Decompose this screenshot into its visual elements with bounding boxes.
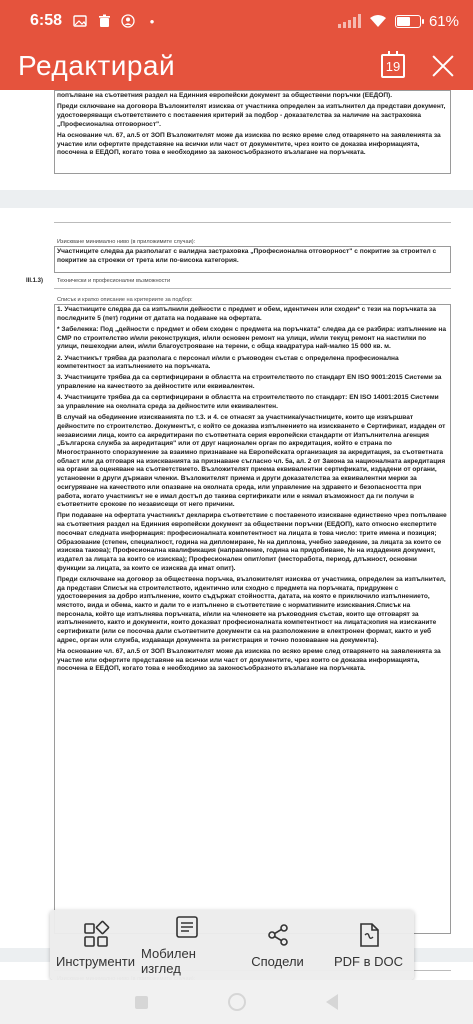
- share-label: Сподели: [251, 953, 304, 969]
- mobile-view-label: Мобилен изглед: [141, 946, 196, 976]
- document-page: [0, 208, 473, 948]
- tools-label: Инструменти: [56, 953, 135, 969]
- document-viewer[interactable]: [0, 90, 473, 980]
- pdf-to-doc-button[interactable]: [323, 910, 414, 980]
- status-bar: [0, 0, 473, 42]
- tools-button[interactable]: [50, 910, 141, 980]
- criteria-content: [57, 306, 447, 677]
- status-time: 6:58: [30, 12, 63, 29]
- paragraph: 4. Участниците трябва да са сертифицирани в областта на строителството по стандарт: EN ISO 14001:2015 Системи за управление на околната среда за дейностите или еквивалентен.: [57, 394, 439, 411]
- battery-icon: [395, 15, 421, 28]
- pdf-to-doc-label: PDF в DOC: [333, 953, 404, 969]
- share-icon: [265, 922, 291, 948]
- app-title: Редактирай: [18, 50, 176, 81]
- gallery-icon: [72, 13, 88, 29]
- app-bar: [0, 42, 473, 90]
- paragraph: На основание чл. 67, ал.5 от ЗОП Възложителят може да изисква по всяко време след отварянето на заявленията за участие или офертите представяне на всички или част от документите, чрез които се доказва информацията, посочена в ЕЕДОП, когато това е необходимо за законосъобразното възлагане на поръчката.: [57, 648, 441, 673]
- recent-apps-icon[interactable]: [135, 996, 148, 1009]
- paragraph: При подаване на офертата участникът декларира съответствие с поставеното изискване единствено чрез попълване на съответния раздел на Единния европейски документ за обществени поръчки (ЕЕДОП), като относно експертите посочват следната информация: професионалната компетентност на лицата в това число: трите имена и позиция; Образование (степен, специалност, година на дипломиране, № на диплома, учебно заведение, за лицата за които се изисква такова); Професионална квалификация (направление, година на придобиване, № на издадения документ, издател за лицата за които се изисква); Професионален опит/опит (месторабота, период, длъжност, основни функции за лицата, за които се изисква да имат опит).: [57, 512, 447, 572]
- paragraph: 2. Участникът трябва да разполага с персонал и/или с ръководен състав с определена професионална компетентност за изпълнението на поръчката.: [57, 354, 399, 371]
- paragraph: 1. Участниците следва да са изпълнили дейности с предмет и обем, идентичен или сходен* с тези на поръчката за последните 5 (пет) години от датата на подаване на офертата.: [57, 306, 436, 322]
- tools-grid-icon: [83, 922, 109, 948]
- section-title: Технически и професионални възможности: [57, 278, 171, 284]
- page-count: 19: [385, 58, 401, 74]
- bottom-toolbar: [50, 910, 414, 980]
- document-icon: [356, 922, 382, 948]
- trash-icon: [96, 13, 112, 29]
- share-button[interactable]: [232, 910, 323, 980]
- insurance-text: Участниците следва да разполагат с валидна застраховка „Професионална отговорност" с покритие за строител с покритие за строежи от трета или по-висока категория.: [57, 248, 437, 264]
- paragraph: попълване на съответния раздел на Единния европейски документ за обществени поръчки (ЕЕДОП).: [57, 92, 393, 99]
- min-level-block: [57, 239, 447, 245]
- document-page: [0, 90, 473, 190]
- paragraph: Преди сключване на договор за обществена поръчка, възложителят изисква от участника, определен за изпълнител, да представи Списък на строителството, идентично или сходно с предмета на поръчката, придружен с удостоверения за добро изпълнение, които съдържат стойността, датата, на която е приключило изпълнението, мястото, вида и обема, както и дали то е изпълнено в съответствие с нормативните изисквания.Списък на персонала, който ще изпълнява поръчката, и/или на членовете на ръководния състав, които ще отговарят за изпълнението, както и документи, които доказват професионалната компетентност на лицата;копия на изисканите сертификати (или се посочва дали съответните документи са на разположение в електронен формат, както и уеб адрес, орган или служба, издаващи документа за регистрация и точно позоваване на документа).: [57, 575, 446, 644]
- section-number: III.1.3): [26, 278, 44, 284]
- dot-icon: •: [149, 13, 155, 29]
- page-count-button[interactable]: [381, 54, 405, 78]
- battery-percent: 61%: [428, 12, 459, 30]
- home-icon[interactable]: [228, 993, 246, 1011]
- wifi-icon: [369, 14, 387, 28]
- paragraph: В случай на обединение изискванията по т.3. и 4. се отнасят за участника/участниците, които ще извършват дейностите по строителство. Документът, с който се доказва изпълнението на изискването е Сертификат, издаден от независими лица, които са акредитирани по съответната серия европейски стандарти от Изпълнителна агенция „Българска служба за акредитация" или от друг национален орган по акредитация, който е страна по Многостранното споразумение за взаимно признаване на Европейската организация за акредитация, за съответната област или да отговаря на изискванията за признаване съгласно чл. 5а, ал. 2 от Закона за националната акредитация на органи за оценяване на съответствието. Възложителят приема еквивалентни сертификати, издадени от органи, установени в други държави членки. Възложителят приема и други доказателства за еквивалентни мерки за осигуряване на качеството или опазване на околната среда, или управление на здравето и безопасността при работа, когато участникът не е имал достъп до такива сертификати или е нямал възможност да ги получи в съответните срокове по независещи от него причини.: [57, 414, 446, 509]
- mobile-view-button[interactable]: [141, 910, 232, 980]
- paragraph: 3. Участниците трябва да са сертифицирани в областта на строителството по стандарт EN ISO 9001:2015 Системи за управление на качеството за дейностите или еквивалентен.: [57, 374, 442, 391]
- navigation-bar: [0, 980, 473, 1024]
- back-icon[interactable]: [326, 994, 338, 1010]
- close-icon[interactable]: [431, 54, 455, 78]
- criteria-list-label: Списък и кратко описание на критериите за подбор:: [57, 297, 193, 303]
- signal-icon: [338, 14, 361, 28]
- min-level-label: Изискване минимално ниво (в приложимите случаи):: [57, 239, 196, 245]
- paragraph: * Забележка: Под „дейности с предмет и обем сходен с предмета на поръчката" следва да се разбира: изпълнение на СМР по строителство и/или реконструкция, и/или основен ремонт на улици, и/или текущ ремонт на настилки по улици, пешеходни алеи, и/или благоустрояване на терени, с обща квадратура най-малко 15 000 кв. м.: [57, 325, 447, 351]
- paragraph: Преди сключване на договора Възложителят изисква от участника определен за изпълнител да представи документ, удостоверяващи съответствието с поставения критерий за подбор - доказателства за наличие на застраховка „Професионална отговорност".: [57, 103, 446, 128]
- user-circle-icon: [120, 13, 136, 29]
- page1-content: [57, 92, 447, 160]
- mobile-view-icon: [174, 914, 200, 940]
- paragraph: На основание чл. 67, ал.5 от ЗОП Възложителят може да изисква по всяко време след отварянето на заявленията за участие или офертите представяне на всички или част от документите, чрез които се доказва информацията, посочена в ЕЕДОП, когато това е необходимо за законосъобразното възлагане на поръчката.: [57, 131, 441, 157]
